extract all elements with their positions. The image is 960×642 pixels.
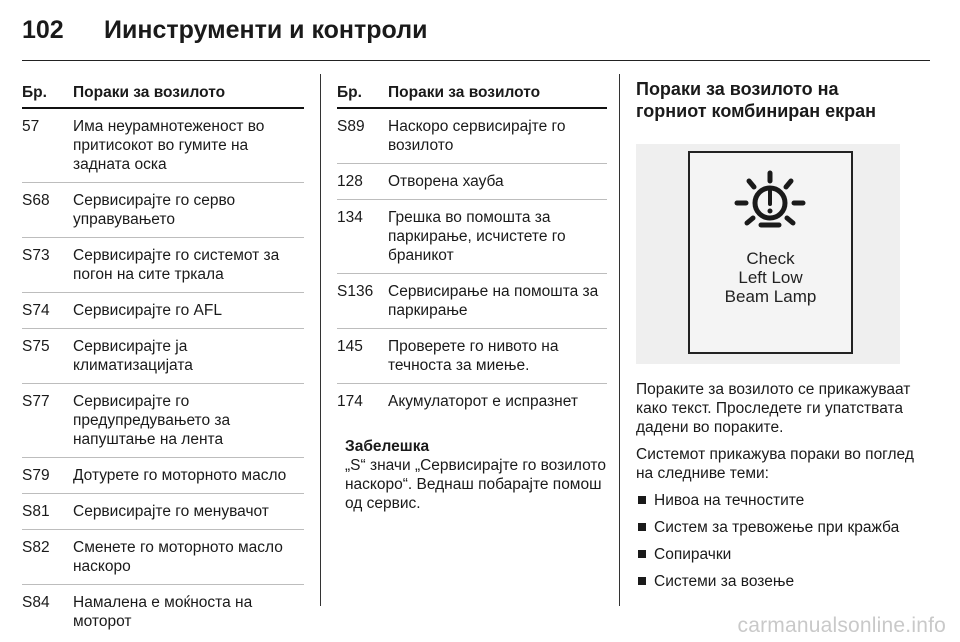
table-header-row <box>22 78 304 108</box>
column-right <box>636 78 934 599</box>
header-number: Бр. <box>22 78 73 108</box>
table-row <box>337 164 607 200</box>
message-text: Наскоро сервисирајте го возилото <box>388 108 607 164</box>
message-code: S136 <box>337 274 388 329</box>
headlamp-bulb-icon <box>727 169 813 241</box>
table-row <box>22 384 304 458</box>
message-text: Отворена хауба <box>388 164 607 200</box>
topics-list <box>636 491 934 591</box>
message-text: Грешка во помошта за паркирање, исчистете го браникот <box>388 200 607 274</box>
table-row <box>22 585 304 640</box>
column-middle <box>337 78 607 513</box>
section-title <box>636 78 934 122</box>
message-text: Сменете го моторното масло наскоро <box>73 530 304 585</box>
list-item: Сопирачки <box>636 545 934 564</box>
table-row <box>22 494 304 530</box>
message-text: Сервисирајте ја климатизацијата <box>73 329 304 384</box>
table-row <box>22 183 304 238</box>
note-title: Забелешка <box>345 438 430 455</box>
list-item: Нивоа на течностите <box>636 491 934 510</box>
header-message: Пораки за возилото <box>388 78 607 108</box>
table-row <box>22 329 304 384</box>
message-code: 145 <box>337 329 388 384</box>
table-row <box>22 530 304 585</box>
message-text: Проверете го нивото на течноста за миење. <box>388 329 607 384</box>
messages-table-left <box>22 78 304 639</box>
message-code: S75 <box>22 329 73 384</box>
table-row <box>337 384 607 420</box>
message-code: 134 <box>337 200 388 274</box>
table-row <box>337 329 607 384</box>
message-code: S79 <box>22 458 73 494</box>
messages-table-right <box>337 78 607 419</box>
display-line: Left Low <box>738 268 803 287</box>
paragraph-intro: Пораките за возилото се прикажуваат како текст. Проследете ги упатствата дадени во пораките. <box>636 381 911 436</box>
message-text: Сервисирајте го серво управувањето <box>73 183 304 238</box>
display-illustration <box>636 144 900 364</box>
column-divider-2 <box>619 74 620 606</box>
table-header-row <box>337 78 607 108</box>
message-code: S84 <box>22 594 50 611</box>
header-message: Пораки за возилото <box>73 78 304 108</box>
section-title-line1: Пораки за возилото на <box>636 79 839 99</box>
note-block <box>337 437 607 513</box>
header-number: Бр. <box>337 78 388 108</box>
column-divider-1 <box>320 74 321 606</box>
table-row <box>22 108 304 183</box>
note-text: „S“ значи „Сервисирајте го возилото наскоро“. Веднаш побарајте помош од сервис. <box>345 457 606 512</box>
paragraph-topics: Системот прикажува пораки во поглед на следниве теми: <box>636 446 914 482</box>
message-text: Намалена е моќноста на моторот <box>73 594 253 630</box>
section-title-line2: горниот комбиниран екран <box>636 101 877 121</box>
message-code: S74 <box>22 293 73 329</box>
display-line: Beam Lamp <box>724 287 817 306</box>
header-divider <box>22 60 930 61</box>
page-title: Иинструменти и контроли <box>104 16 428 44</box>
message-code: S82 <box>22 530 73 585</box>
display-line: Check <box>746 249 795 268</box>
message-code: S89 <box>337 108 388 164</box>
message-text: Сервисирајте го системот за погон на сите тркала <box>73 238 304 293</box>
list-item: Систем за тревожење при кражба <box>636 518 934 537</box>
page-header <box>22 16 427 45</box>
table-row <box>22 293 304 329</box>
table-row <box>337 274 607 329</box>
message-code: S81 <box>22 494 73 530</box>
page-number: 102 <box>22 16 64 44</box>
list-item: Системи за возење <box>636 572 934 591</box>
message-text: Дотурете го моторното масло <box>73 458 304 494</box>
watermark: carmanualsonline.info <box>737 614 946 637</box>
message-code: 57 <box>22 108 73 183</box>
message-code: 128 <box>337 164 388 200</box>
message-text: Сервисирајте го предупредувањето за напуштање на лента <box>73 384 304 458</box>
message-text: Сервисирајте го AFL <box>73 293 304 329</box>
message-text: Акумулаторот е испразнет <box>388 393 578 410</box>
display-screen <box>688 151 853 354</box>
message-text: Сервисирајте го менувачот <box>73 494 304 530</box>
message-code: S73 <box>22 238 73 293</box>
table-row <box>22 458 304 494</box>
message-code: S77 <box>22 384 73 458</box>
column-left <box>22 78 304 639</box>
message-code: 174 <box>337 393 363 410</box>
table-row <box>337 200 607 274</box>
display-message <box>690 249 851 306</box>
message-text: Сервисирање на помошта за паркирање <box>388 274 607 329</box>
table-row <box>337 108 607 164</box>
message-text: Има неурамнотеженост во притисокот во гумите на задната оска <box>73 108 304 183</box>
table-row <box>22 238 304 293</box>
message-code: S68 <box>22 183 73 238</box>
